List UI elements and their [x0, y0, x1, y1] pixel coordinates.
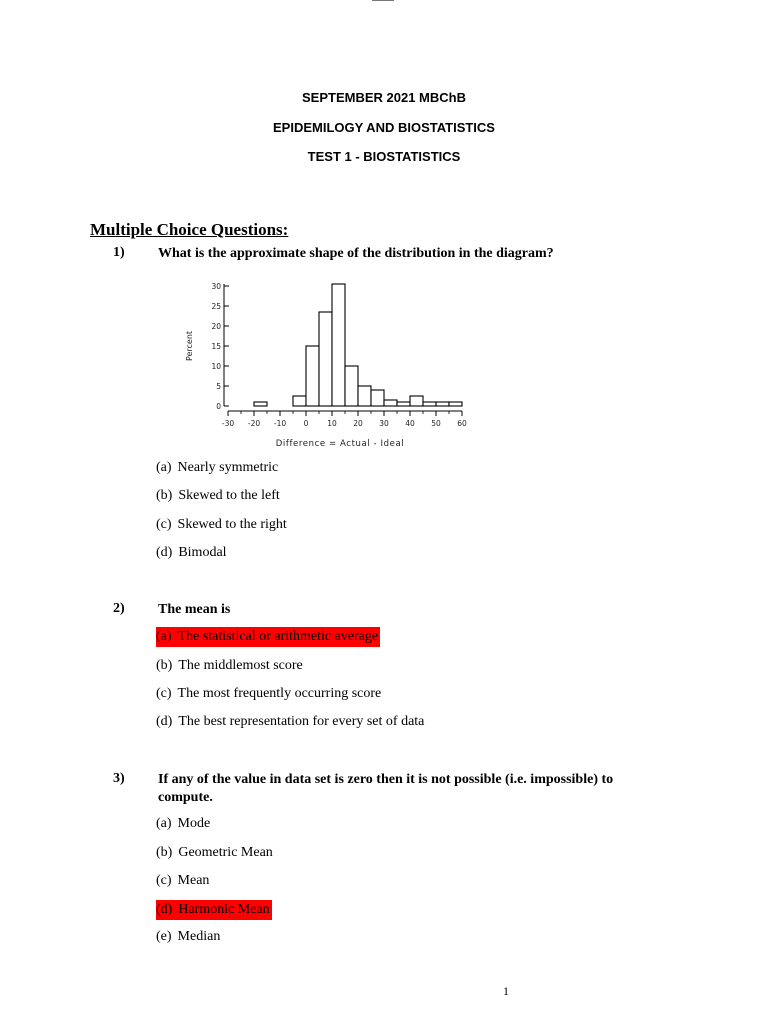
option-text: Geometric Mean	[178, 845, 273, 860]
x-tick-label: 40	[405, 419, 415, 428]
q3-option-d[interactable]	[156, 900, 272, 920]
header-line-1: SEPTEMBER 2021 MBChB	[302, 90, 466, 105]
option-label: (e)	[156, 929, 172, 944]
q2-option-a[interactable]	[156, 627, 380, 647]
option-label: (d)	[156, 714, 173, 729]
question-3-text: If any of the value in data set is zero then it is not possible (i.e. impossible) to compute.	[158, 772, 614, 805]
question-2-number: 2)	[113, 601, 125, 616]
x-tick-label: -20	[247, 419, 261, 428]
q3-option-c[interactable]	[156, 871, 211, 891]
question-2-text: The mean is	[158, 602, 231, 617]
y-axis-label: Percent	[185, 330, 194, 362]
x-tick-label: 60	[457, 419, 467, 428]
histogram-bar	[410, 396, 423, 406]
histogram-bar	[436, 402, 449, 406]
option-text: Skewed to the right	[177, 517, 287, 532]
y-tick-label: 15	[211, 342, 221, 351]
histogram-bar	[345, 366, 358, 406]
question-1-number: 1)	[113, 245, 125, 260]
q1-option-d[interactable]	[156, 543, 229, 563]
y-tick-label: 20	[211, 322, 221, 331]
q3-option-a[interactable]	[156, 814, 212, 834]
question-3-number: 3)	[113, 771, 125, 786]
q2-option-b[interactable]	[156, 656, 305, 676]
x-tick-label: 50	[431, 419, 441, 428]
option-text: Mean	[177, 873, 210, 888]
x-tick-label: -10	[273, 419, 287, 428]
option-label: (b)	[156, 488, 173, 503]
x-tick-label: 20	[353, 419, 363, 428]
option-text: Mode	[177, 816, 211, 831]
top-mark	[372, 0, 394, 1]
y-tick-label: 30	[211, 282, 221, 291]
y-tick-label: 25	[211, 302, 221, 311]
q3-option-b[interactable]	[156, 843, 275, 863]
histogram-bar	[397, 402, 410, 406]
option-label: (c)	[156, 686, 172, 701]
x-axis-label: Difference = Actual - Ideal	[275, 439, 405, 449]
option-label: (d)	[156, 545, 173, 560]
option-text: Median	[177, 929, 221, 944]
histogram-bar	[423, 402, 436, 406]
histogram-bar	[384, 400, 397, 406]
page-number: 1	[503, 984, 509, 998]
question-1-text: What is the approximate shape of the distribution in the diagram?	[158, 246, 554, 261]
option-label: (a)	[156, 460, 172, 475]
option-label: (d)	[156, 902, 173, 917]
x-tick-label: 10	[327, 419, 337, 428]
option-text: The middlemost score	[178, 658, 303, 673]
option-label: (c)	[156, 873, 172, 888]
q1-option-a[interactable]	[156, 458, 280, 478]
option-text: The statistical or arithmetic average	[177, 629, 379, 644]
option-label: (a)	[156, 816, 172, 831]
histogram-chart	[180, 278, 470, 453]
section-title: Multiple Choice Questions:	[90, 220, 289, 239]
header-line-2: EPIDEMILOGY AND BIOSTATISTICS	[273, 120, 495, 135]
option-label: (b)	[156, 658, 173, 673]
option-text: Skewed to the left	[178, 488, 280, 503]
y-tick-label: 10	[211, 362, 221, 371]
histogram-bar	[449, 402, 462, 406]
histogram-bar	[306, 346, 319, 406]
q2-option-d[interactable]	[156, 712, 426, 732]
histogram-bar	[332, 284, 345, 406]
x-tick-label: 30	[379, 419, 389, 428]
histogram-bar	[319, 312, 332, 406]
q1-option-b[interactable]	[156, 486, 282, 506]
y-tick-label: 0	[216, 402, 221, 411]
histogram-bar	[254, 402, 267, 406]
option-label: (c)	[156, 517, 172, 532]
header-line-3: TEST 1 - BIOSTATISTICS	[307, 149, 461, 164]
option-text: Bimodal	[178, 545, 227, 560]
option-text: The best representation for every set of data	[178, 714, 425, 729]
q2-option-c[interactable]	[156, 684, 383, 704]
q1-option-c[interactable]	[156, 515, 289, 535]
option-label: (a)	[156, 629, 172, 644]
x-tick-label: 0	[303, 419, 309, 428]
histogram-bar	[371, 390, 384, 406]
option-text: Harmonic Mean	[178, 902, 270, 917]
histogram-bar	[358, 386, 371, 406]
option-label: (b)	[156, 845, 173, 860]
option-text: Nearly symmetric	[177, 460, 279, 475]
q3-option-e[interactable]	[156, 927, 222, 947]
histogram-bar	[293, 396, 306, 406]
x-tick-label: -30	[221, 419, 235, 428]
y-tick-label: 5	[216, 382, 221, 391]
option-text: The most frequently occurring score	[177, 686, 382, 701]
